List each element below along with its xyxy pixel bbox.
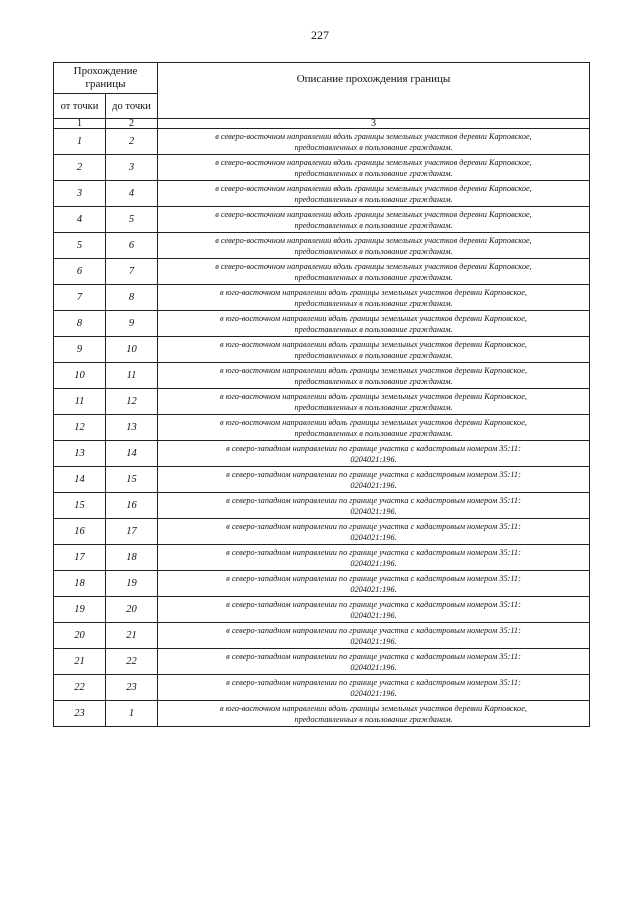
to-point-cell: 8 bbox=[106, 285, 158, 311]
from-point-cell: 10 bbox=[54, 363, 106, 389]
from-point-cell: 22 bbox=[54, 675, 106, 701]
to-point-cell: 4 bbox=[106, 181, 158, 207]
from-point-cell: 19 bbox=[54, 597, 106, 623]
description-cell: в юго-восточном направлении вдоль границы земельных участков деревни Карповское, предоставленных в пользование гражданам. bbox=[158, 701, 590, 727]
from-point-cell: 6 bbox=[54, 259, 106, 285]
to-point-cell: 12 bbox=[106, 389, 158, 415]
to-point-cell: 18 bbox=[106, 545, 158, 571]
to-point-cell: 20 bbox=[106, 597, 158, 623]
table-row bbox=[54, 675, 590, 701]
description-cell: в юго-восточном направлении вдоль границы земельных участков деревни Карповское, предоставленных в пользование гражданам. bbox=[158, 415, 590, 441]
to-point-cell: 11 bbox=[106, 363, 158, 389]
from-point-cell: 2 bbox=[54, 155, 106, 181]
from-point-cell: 9 bbox=[54, 337, 106, 363]
table-row bbox=[54, 519, 590, 545]
to-point-cell: 3 bbox=[106, 155, 158, 181]
table-row bbox=[54, 571, 590, 597]
header-description: Описание прохождения границы bbox=[158, 63, 590, 119]
to-point-cell: 2 bbox=[106, 129, 158, 155]
description-cell: в северо-западном направлении по границе участка с кадастровым номером 35:11: 0204021:196. bbox=[158, 675, 590, 701]
to-point-cell: 14 bbox=[106, 441, 158, 467]
description-cell: в северо-западном направлении по границе участка с кадастровым номером 35:11: 0204021:196. bbox=[158, 441, 590, 467]
description-cell: в северо-восточном направлении вдоль границы земельных участков деревни Карповское, предоставленных в пользование гражданам. bbox=[158, 207, 590, 233]
to-point-cell: 13 bbox=[106, 415, 158, 441]
description-cell: в северо-западном направлении по границе участка с кадастровым номером 35:11: 0204021:196. bbox=[158, 519, 590, 545]
page-number: 227 bbox=[311, 28, 329, 42]
table-row bbox=[54, 415, 590, 441]
from-point-cell: 3 bbox=[54, 181, 106, 207]
table-row bbox=[54, 207, 590, 233]
description-cell: в северо-восточном направлении вдоль границы земельных участков деревни Карповское, предоставленных в пользование гражданам. bbox=[158, 259, 590, 285]
header-from-point: от точки bbox=[54, 94, 106, 119]
description-cell: в юго-восточном направлении вдоль границы земельных участков деревни Карповское, предоставленных в пользование гражданам. bbox=[158, 363, 590, 389]
description-cell: в северо-западном направлении по границе участка с кадастровым номером 35:11: 0204021:196. bbox=[158, 649, 590, 675]
column-number: 1 bbox=[54, 119, 106, 129]
table-row bbox=[54, 129, 590, 155]
description-cell: в северо-восточном направлении вдоль границы земельных участков деревни Карповское, предоставленных в пользование гражданам. bbox=[158, 181, 590, 207]
to-point-cell: 10 bbox=[106, 337, 158, 363]
table-row bbox=[54, 623, 590, 649]
table-row bbox=[54, 389, 590, 415]
from-point-cell: 23 bbox=[54, 701, 106, 727]
to-point-cell: 9 bbox=[106, 311, 158, 337]
to-point-cell: 17 bbox=[106, 519, 158, 545]
table-row bbox=[54, 441, 590, 467]
description-cell: в северо-западном направлении по границе участка с кадастровым номером 35:11: 0204021:196. bbox=[158, 623, 590, 649]
from-point-cell: 7 bbox=[54, 285, 106, 311]
table-row bbox=[54, 337, 590, 363]
from-point-cell: 17 bbox=[54, 545, 106, 571]
description-cell: в северо-восточном направлении вдоль границы земельных участков деревни Карповское, предоставленных в пользование гражданам. bbox=[158, 233, 590, 259]
table-row bbox=[54, 181, 590, 207]
description-cell: в северо-западном направлении по границе участка с кадастровым номером 35:11: 0204021:196. bbox=[158, 493, 590, 519]
description-cell: в северо-западном направлении по границе участка с кадастровым номером 35:11: 0204021:196. bbox=[158, 545, 590, 571]
table-row bbox=[54, 363, 590, 389]
to-point-cell: 1 bbox=[106, 701, 158, 727]
from-point-cell: 18 bbox=[54, 571, 106, 597]
to-point-cell: 5 bbox=[106, 207, 158, 233]
table-row bbox=[54, 701, 590, 727]
description-cell: в северо-восточном направлении вдоль границы земельных участков деревни Карповское, предоставленных в пользование гражданам. bbox=[158, 155, 590, 181]
column-number: 3 bbox=[158, 119, 590, 129]
to-point-cell: 16 bbox=[106, 493, 158, 519]
to-point-cell: 21 bbox=[106, 623, 158, 649]
description-cell: в юго-восточном направлении вдоль границы земельных участков деревни Карповское, предоставленных в пользование гражданам. bbox=[158, 389, 590, 415]
to-point-cell: 23 bbox=[106, 675, 158, 701]
description-cell: в юго-восточном направлении вдоль границы земельных участков деревни Карповское, предоставленных в пользование гражданам. bbox=[158, 337, 590, 363]
to-point-cell: 19 bbox=[106, 571, 158, 597]
description-cell: в юго-восточном направлении вдоль границы земельных участков деревни Карповское, предоставленных в пользование гражданам. bbox=[158, 285, 590, 311]
header-boundary-passage: Прохождение границы bbox=[54, 63, 158, 94]
from-point-cell: 11 bbox=[54, 389, 106, 415]
to-point-cell: 15 bbox=[106, 467, 158, 493]
table-row bbox=[54, 155, 590, 181]
description-cell: в северо-восточном направлении вдоль границы земельных участков деревни Карповское, предоставленных в пользование гражданам. bbox=[158, 129, 590, 155]
description-cell: в северо-западном направлении по границе участка с кадастровым номером 35:11: 0204021:196. bbox=[158, 571, 590, 597]
description-cell: в юго-восточном направлении вдоль границы земельных участков деревни Карповское, предоставленных в пользование гражданам. bbox=[158, 311, 590, 337]
to-point-cell: 22 bbox=[106, 649, 158, 675]
table-row bbox=[54, 493, 590, 519]
from-point-cell: 16 bbox=[54, 519, 106, 545]
table-row bbox=[54, 259, 590, 285]
to-point-cell: 6 bbox=[106, 233, 158, 259]
column-number: 2 bbox=[106, 119, 158, 129]
table-row bbox=[54, 649, 590, 675]
table-row bbox=[54, 467, 590, 493]
from-point-cell: 5 bbox=[54, 233, 106, 259]
table-row bbox=[54, 285, 590, 311]
header-to-point: до точки bbox=[106, 94, 158, 119]
table-row bbox=[54, 233, 590, 259]
to-point-cell: 7 bbox=[106, 259, 158, 285]
from-point-cell: 21 bbox=[54, 649, 106, 675]
from-point-cell: 15 bbox=[54, 493, 106, 519]
description-cell: в северо-западном направлении по границе участка с кадастровым номером 35:11: 0204021:196. bbox=[158, 467, 590, 493]
from-point-cell: 8 bbox=[54, 311, 106, 337]
from-point-cell: 13 bbox=[54, 441, 106, 467]
description-cell: в северо-западном направлении по границе участка с кадастровым номером 35:11: 0204021:196. bbox=[158, 597, 590, 623]
boundary-table bbox=[53, 62, 590, 727]
table-row bbox=[54, 597, 590, 623]
from-point-cell: 14 bbox=[54, 467, 106, 493]
from-point-cell: 1 bbox=[54, 129, 106, 155]
from-point-cell: 20 bbox=[54, 623, 106, 649]
table-row bbox=[54, 311, 590, 337]
from-point-cell: 12 bbox=[54, 415, 106, 441]
from-point-cell: 4 bbox=[54, 207, 106, 233]
table-row bbox=[54, 545, 590, 571]
